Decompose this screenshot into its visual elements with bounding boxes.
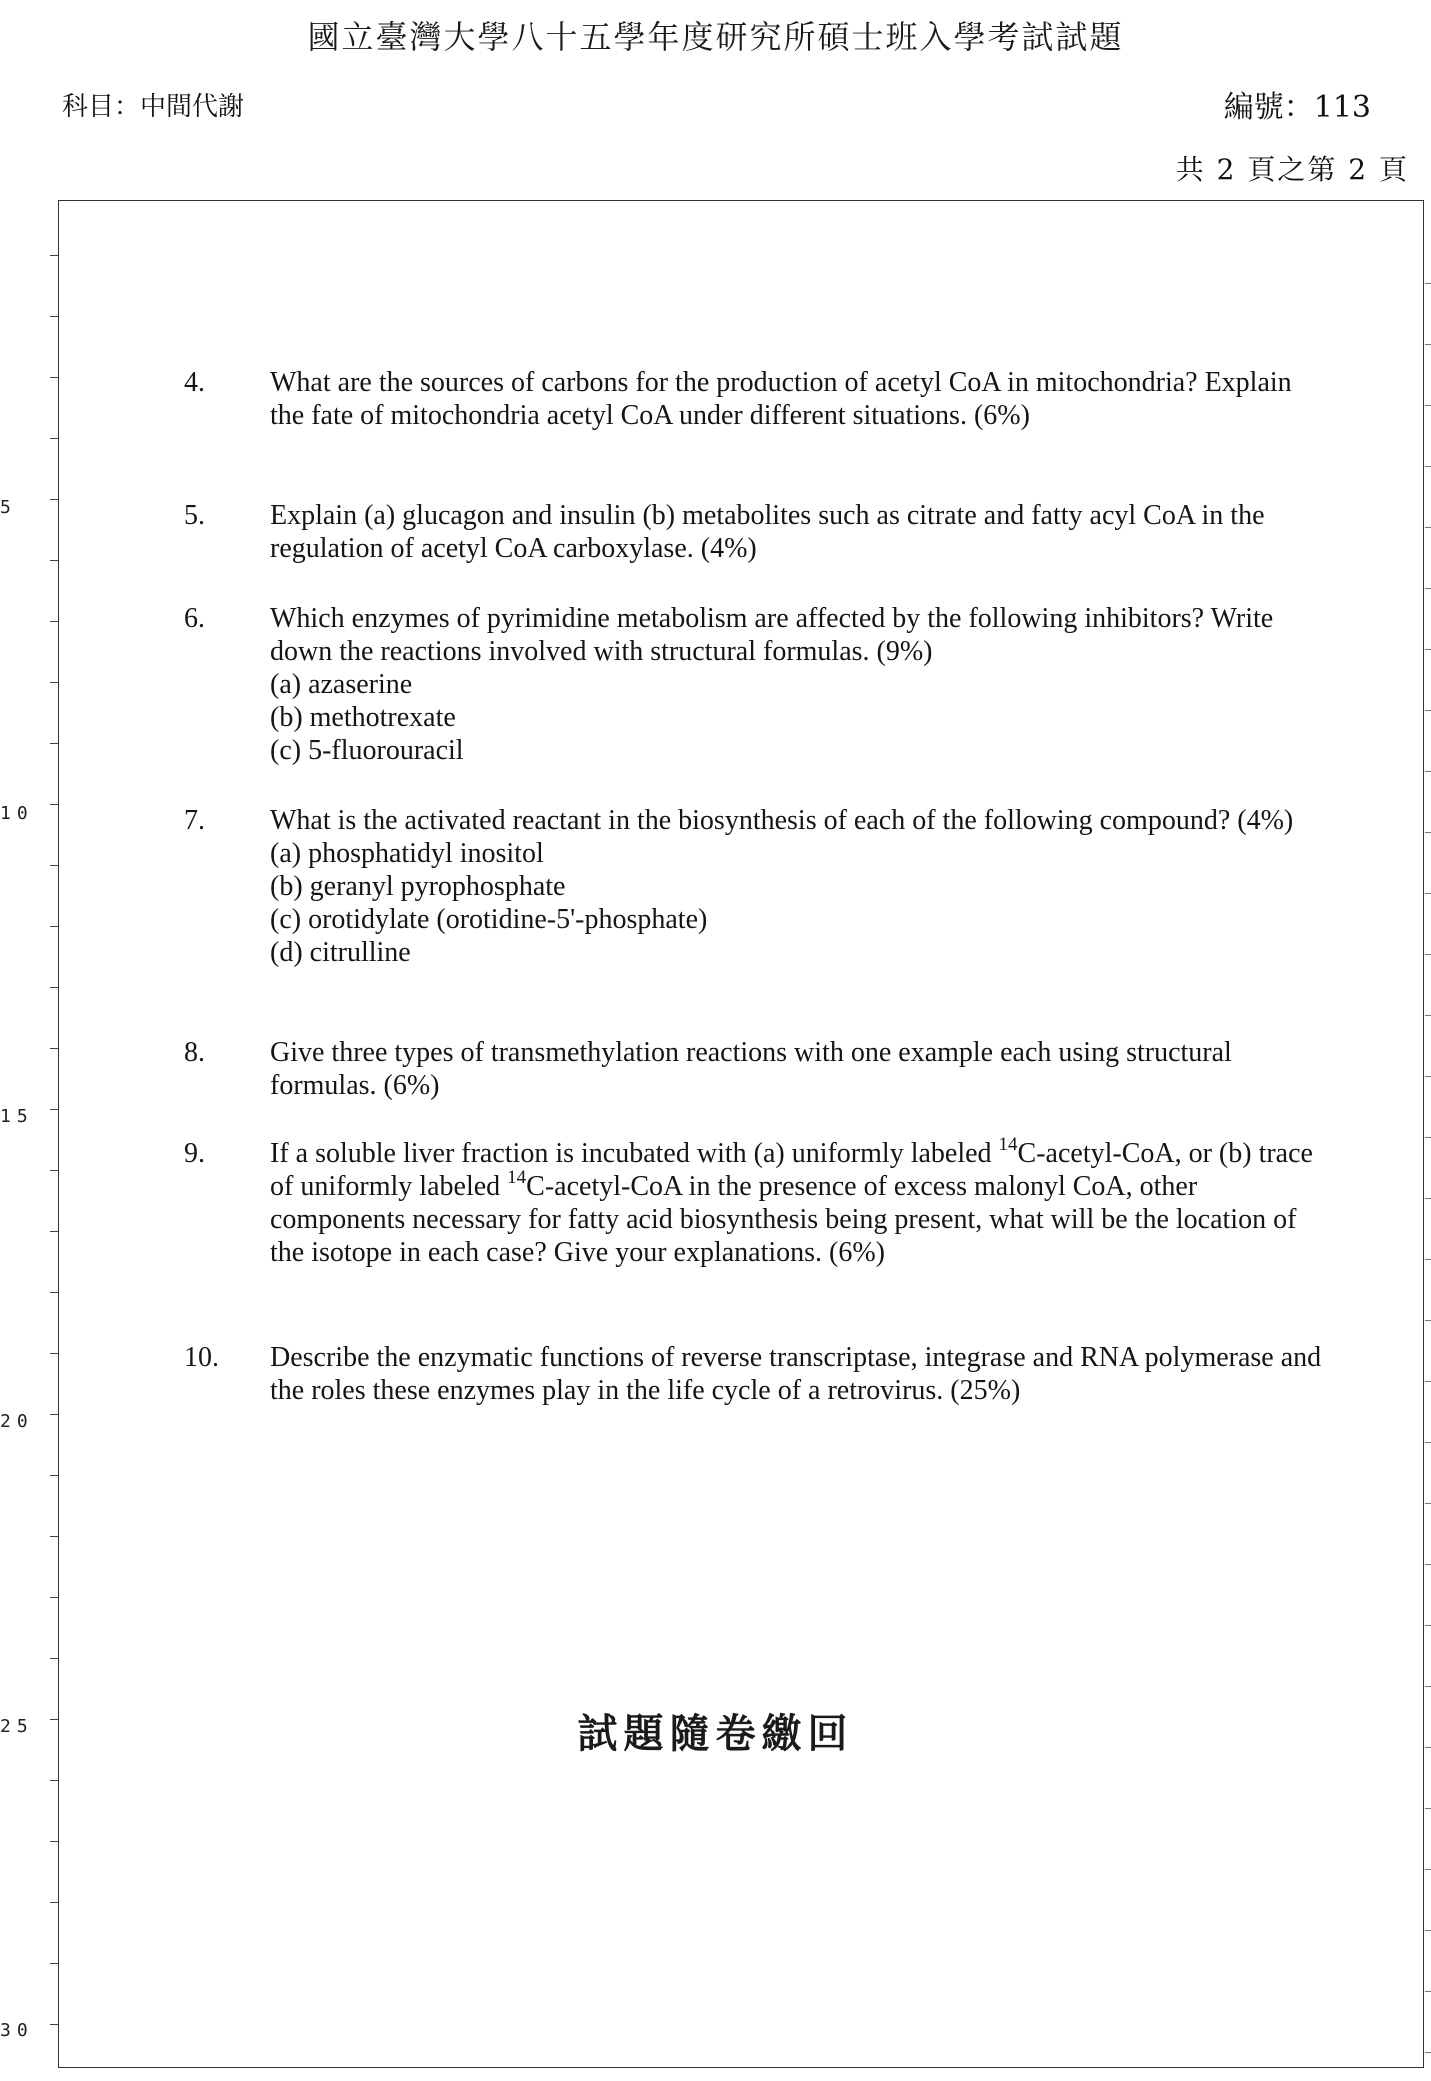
line-number-15: 15	[0, 1106, 34, 1127]
isotope-superscript: 14	[998, 1134, 1018, 1155]
page-info: 共 2 頁之第 2 頁	[1175, 153, 1409, 186]
margin-tick	[50, 1292, 58, 1293]
line-number-10: 10	[0, 803, 34, 824]
margin-tick	[1425, 1137, 1431, 1138]
margin-tick	[50, 682, 58, 683]
margin-tick	[50, 1414, 58, 1415]
margin-tick	[1425, 1503, 1431, 1504]
margin-tick	[1425, 1930, 1431, 1931]
margin-tick	[1425, 1991, 1431, 1992]
question-7-item-d: (d) citrulline	[270, 937, 411, 968]
margin-tick	[50, 1963, 58, 1964]
question-6-item-b: (b) methotrexate	[270, 702, 456, 733]
margin-tick	[50, 1597, 58, 1598]
question-5	[184, 499, 1324, 565]
margin-tick	[1425, 1015, 1431, 1016]
margin-tick	[50, 987, 58, 988]
margin-tick	[50, 255, 58, 256]
margin-tick	[1425, 1320, 1431, 1321]
question-7-item-a: (a) phosphatidyl inositol	[270, 838, 544, 869]
margin-tick	[50, 865, 58, 866]
margin-tick	[1425, 466, 1431, 467]
exam-title: 國立臺灣大學八十五學年度研究所碩士班入學考試試題	[307, 18, 1124, 56]
question-6	[184, 602, 1324, 767]
margin-tick	[1425, 1198, 1431, 1199]
question-number: 5.	[184, 500, 205, 531]
margin-tick	[1425, 1808, 1431, 1809]
margin-tick	[1425, 710, 1431, 711]
margin-tick	[50, 1048, 58, 1049]
margin-tick	[1425, 954, 1431, 955]
margin-tick	[1425, 1686, 1431, 1687]
margin-tick	[50, 1109, 58, 1110]
question-10	[184, 1341, 1324, 1407]
line-number-5: 5	[0, 497, 17, 518]
subject-label: 科目：中間代謝	[62, 92, 245, 122]
margin-tick	[1425, 588, 1431, 589]
margin-tick	[1425, 1442, 1431, 1443]
margin-tick	[50, 438, 58, 439]
line-number-30: 30	[0, 2020, 34, 2041]
question-number: 8.	[184, 1037, 205, 1068]
margin-tick	[1425, 1869, 1431, 1870]
margin-tick	[1425, 2052, 1431, 2053]
question-6-item-c: (c) 5-fluorouracil	[270, 735, 464, 766]
question-6-item-a: (a) azaserine	[270, 669, 413, 700]
return-paper-stamp: 試題隨卷繳回	[577, 1710, 854, 1757]
question-text: What is the activated reactant in the biosynthesis of each of the following compound? (4%)	[270, 805, 1294, 836]
margin-tick	[1425, 1259, 1431, 1260]
margin-tick	[50, 926, 58, 927]
question-text: Which enzymes of pyrimidine metabolism are affected by the following inhibitors? Write down the reactions involved with structural formulas. (9%)	[270, 603, 1274, 667]
question-number: 4.	[184, 367, 205, 398]
question-7	[184, 804, 1324, 969]
margin-tick	[1425, 649, 1431, 650]
margin-tick	[1425, 1625, 1431, 1626]
margin-tick	[1425, 771, 1431, 772]
question-number: 6.	[184, 603, 205, 634]
margin-tick	[50, 560, 58, 561]
question-7-item-c: (c) orotidylate (orotidine-5'-phosphate)	[270, 904, 708, 935]
margin-tick	[50, 1841, 58, 1842]
margin-tick	[1425, 344, 1431, 345]
exam-code: 編號：113	[1223, 90, 1371, 125]
margin-tick	[1425, 893, 1431, 894]
margin-tick	[50, 499, 58, 500]
margin-tick	[50, 804, 58, 805]
margin-tick	[50, 621, 58, 622]
margin-tick	[50, 1353, 58, 1354]
question-number: 9.	[184, 1138, 205, 1169]
margin-tick	[50, 1658, 58, 1659]
line-number-20: 20	[0, 1411, 34, 1432]
margin-tick	[1425, 1564, 1431, 1565]
line-number-25: 25	[0, 1716, 34, 1737]
question-text: Explain (a) glucagon and insulin (b) metabolites such as citrate and fatty acyl CoA in the regulation of acetyl CoA carboxylase. (4%)	[270, 500, 1265, 564]
margin-tick	[1425, 1076, 1431, 1077]
question-text: What are the sources of carbons for the production of acetyl CoA in mitochondria? Explain the fate of mitochondria acetyl CoA under different situations. (6%)	[270, 367, 1292, 431]
margin-tick	[50, 1475, 58, 1476]
question-text: Describe the enzymatic functions of reverse transcriptase, integrase and RNA polymerase and the roles these enzymes play in the life cycle of a retrovirus. (25%)	[270, 1342, 1322, 1406]
margin-tick	[50, 316, 58, 317]
margin-tick	[50, 1231, 58, 1232]
question-8	[184, 1036, 1324, 1102]
margin-tick	[50, 377, 58, 378]
margin-tick	[50, 1170, 58, 1171]
margin-tick	[50, 1536, 58, 1537]
question-number: 10.	[184, 1342, 219, 1373]
margin-tick	[1425, 1381, 1431, 1382]
question-number: 7.	[184, 805, 205, 836]
margin-tick	[1425, 527, 1431, 528]
margin-tick	[50, 743, 58, 744]
margin-tick	[50, 2024, 58, 2025]
question-text: Give three types of transmethylation reactions with one example each using structural formulas. (6%)	[270, 1037, 1232, 1101]
question-9	[184, 1134, 1324, 1269]
margin-tick	[1425, 832, 1431, 833]
margin-tick	[1425, 283, 1431, 284]
isotope-superscript: 14	[507, 1167, 527, 1188]
question-4	[184, 366, 1324, 432]
exam-frame	[58, 200, 1424, 2068]
question-7-item-b: (b) geranyl pyrophosphate	[270, 871, 566, 902]
margin-tick	[50, 1780, 58, 1781]
question-text: If a soluble liver fraction is incubated with (a) uniformly labeled $^{14}$C-acetyl-CoA, or (b) trace of uniformly labeled $^{14}$C-acetyl-CoA in the presence of excess malonyl CoA, other components necessary for fatty acid biosynthesis being present, what will be the location of the isotope in each case? Give your explanations. (6%)	[270, 1134, 1313, 1268]
margin-tick	[1425, 405, 1431, 406]
margin-tick	[50, 1902, 58, 1903]
